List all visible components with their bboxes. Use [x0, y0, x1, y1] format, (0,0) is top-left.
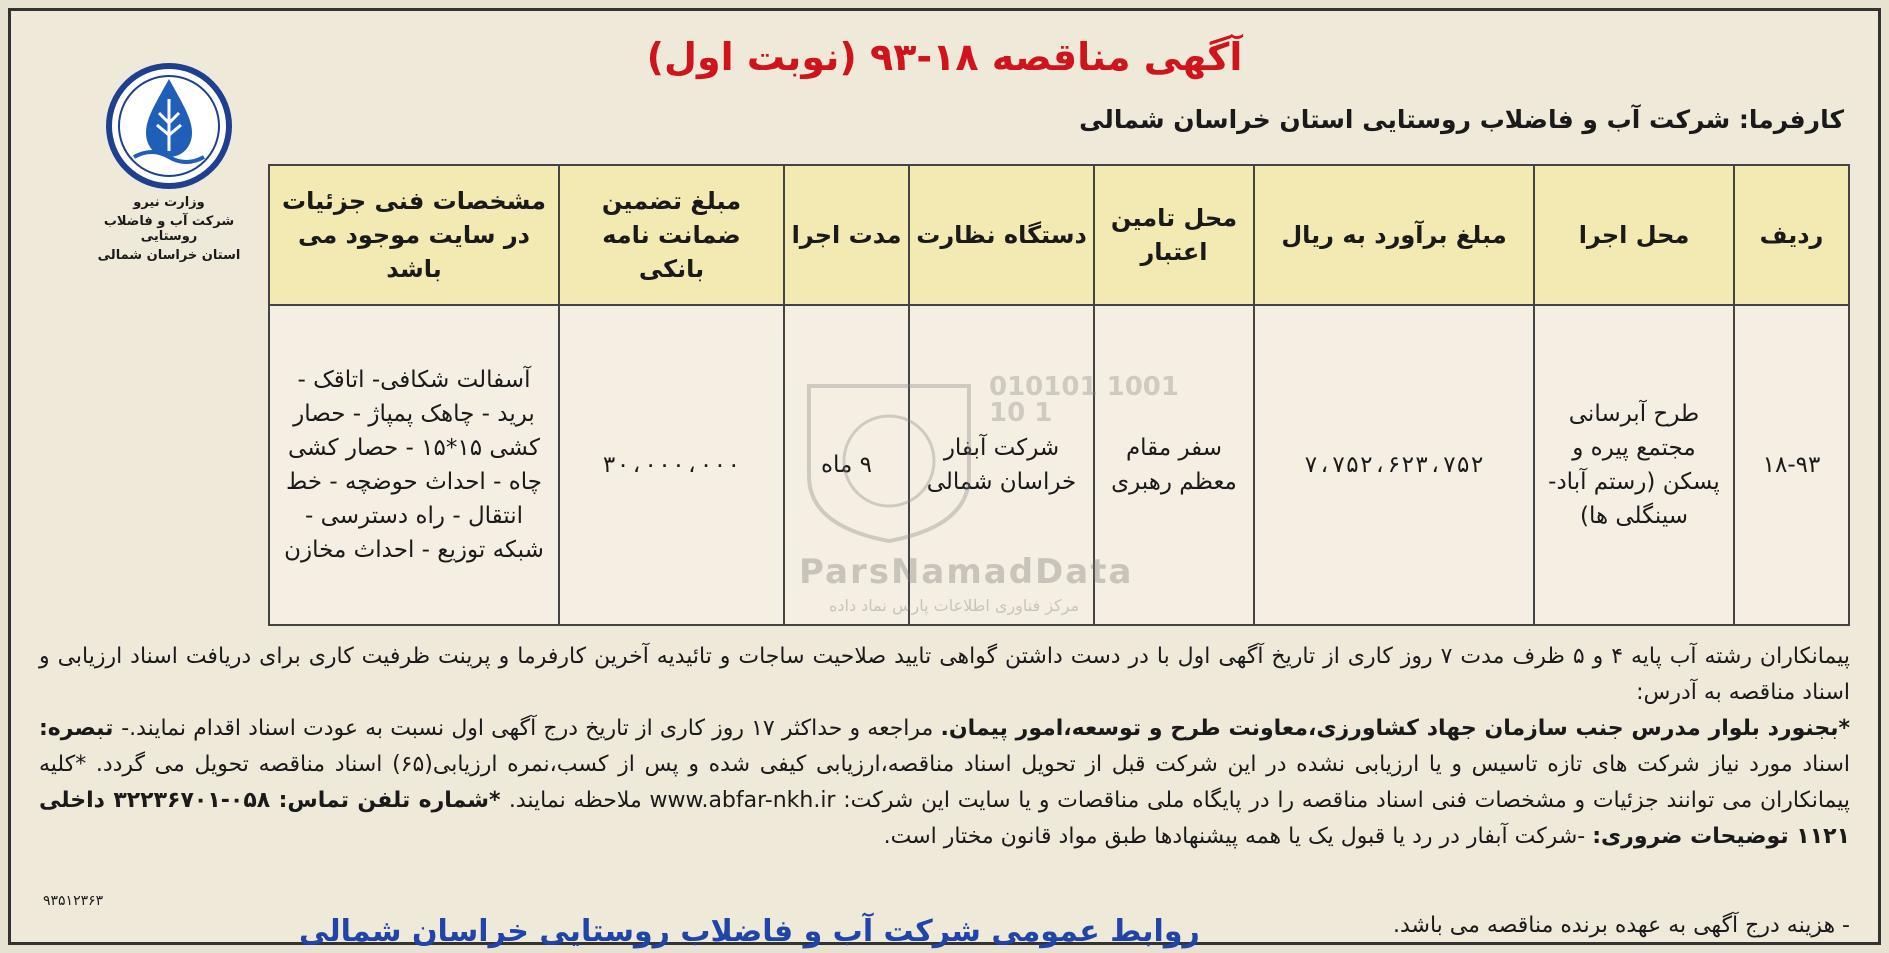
note-label: تبصره:: [39, 716, 122, 741]
reference-number: ۹۳۵۱۲۳۶۳: [43, 893, 104, 909]
header-supervisor: دستگاه نظارت: [909, 165, 1094, 305]
employer-line: کارفرما: شرکت آب و فاضلاب روستایی استان خراسان شمالی: [1079, 105, 1844, 134]
phone-text: *شماره تلفن تماس: ۰۵۸-۳۲۲۳۶۷۰۱ داخلی ۱۱۲۱: [39, 788, 1850, 849]
cell-location: طرح آبرسانی مجتمع پیره و پسکن (رستم آباد- سینگلی ها): [1534, 305, 1734, 625]
cell-duration: ۹ ماه: [784, 305, 909, 625]
notice-frame: [8, 8, 1881, 949]
watermark-digits: 010101 1001 10 1: [989, 372, 1179, 428]
note-text: اسناد مورد نیاز شرکت های تازه تاسیس و یا ارزیابی نشده در این شرکت قبل از تحویل اسناد مناقصه،ارزیابی کیفی شده و پس از کسب،نمره ارزیابی(۶۵) اسناد مناقصه تحویل می گردد. *کلیه پیمانکاران می توانند جزئیات و مشخصات فنی اسناد مناقصه را در پایگاه ملی مناقصات و یا سایت این شرکت: www.abfar-nkh.ir ملاحظه نمایند.: [39, 752, 1851, 813]
watermark-name: ParsNamadData: [799, 552, 1134, 592]
logo-line-2: شرکت آب و فاضلاب روستایی: [103, 214, 235, 244]
header-row-number: ردیف: [1734, 165, 1849, 305]
address: *بجنورد بلوار مدرس جنب سازمان جهاد کشاورزی،معاونت طرح و توسعه،امور پیمان.: [940, 716, 1850, 741]
header-funding: محل تامین اعتبار: [1094, 165, 1254, 305]
cell-code: ۱۸-۹۳: [1734, 305, 1849, 625]
header-duration: مدت اجرا: [784, 165, 909, 305]
water-drop-wheat-emblem-icon: [104, 61, 234, 191]
logo-line-3: استان خراسان شمالی: [97, 248, 241, 263]
table-row: [269, 305, 1849, 625]
header-specs: مشخصات فنی جزئیات در سایت موجود می باشد: [269, 165, 559, 305]
header-location: محل اجرا: [1534, 165, 1734, 305]
cell-specs: آسفالت شکافی- اتاقک - برید - چاهک پمپاژ - حصار کشی ۱۵*۱۵ - حصار کشی چاه - احداث حوضچه - خط انتقال - راه دسترسی - شبکه توزیع - احداث مخازن: [269, 305, 559, 625]
notice-title: آگهی مناقصه ۱۸-۹۳ (نوبت اول): [646, 35, 1243, 79]
notice-body: [39, 639, 1850, 855]
body-paragraph-1: پیمانکاران رشته آب پایه ۴ و ۵ ظرف مدت ۷ روز کاری از تاریخ آگهی اول با در دست داشتن گواهی تایید صلاحیت ساجات و تائیدیه آخرین کارفرما و پرینت ظرفیت کاری برای دریافت اسناد ارزیابی و اسناد مناقصه به آدرس:: [39, 644, 1850, 705]
footer-signature: روابط عمومی شرکت آب و فاضلاب روستایی خراسان شمالی: [299, 914, 1200, 949]
header-guarantee: مبلغ تضمین ضمانت نامه بانکی: [559, 165, 784, 305]
logo: [79, 61, 259, 263]
watermark-subtitle: مرکز فناوری اطلاعات پارس نماد داده: [829, 596, 1080, 615]
notice-content: [39, 21, 1851, 949]
cell-guarantee: ۳۰،۰۰۰،۰۰۰: [559, 305, 784, 625]
cell-supervisor: شرکت آبفار خراسان شمالی: [909, 305, 1094, 625]
logo-line-1: وزارت نیرو: [133, 195, 205, 210]
table-header-row: [269, 165, 1849, 305]
header-estimate: مبلغ برآورد به ریال: [1254, 165, 1534, 305]
tender-table: [268, 164, 1850, 626]
cost-note: - هزینه درج آگهی به عهده برنده مناقصه می باشد.: [1392, 913, 1850, 938]
deadline-text: مراجعه و حداکثر ۱۷ روز کاری از تاریخ درج آگهی اول نسبت به عودت اسناد اقدام نمایند.-: [121, 716, 941, 741]
notes-text: -شرکت آبفار در رد یا قبول یک یا همه پیشنهادها طبق مواد قانون مختار است.: [883, 824, 1593, 849]
cell-estimate: ۷،۷۵۲،۶۲۳،۷۵۲: [1254, 305, 1534, 625]
cell-funding: سفر مقام معظم رهبری: [1094, 305, 1254, 625]
notes-label: توضیحات ضروری:: [1592, 824, 1797, 849]
body-paragraph-2: [39, 711, 1850, 855]
